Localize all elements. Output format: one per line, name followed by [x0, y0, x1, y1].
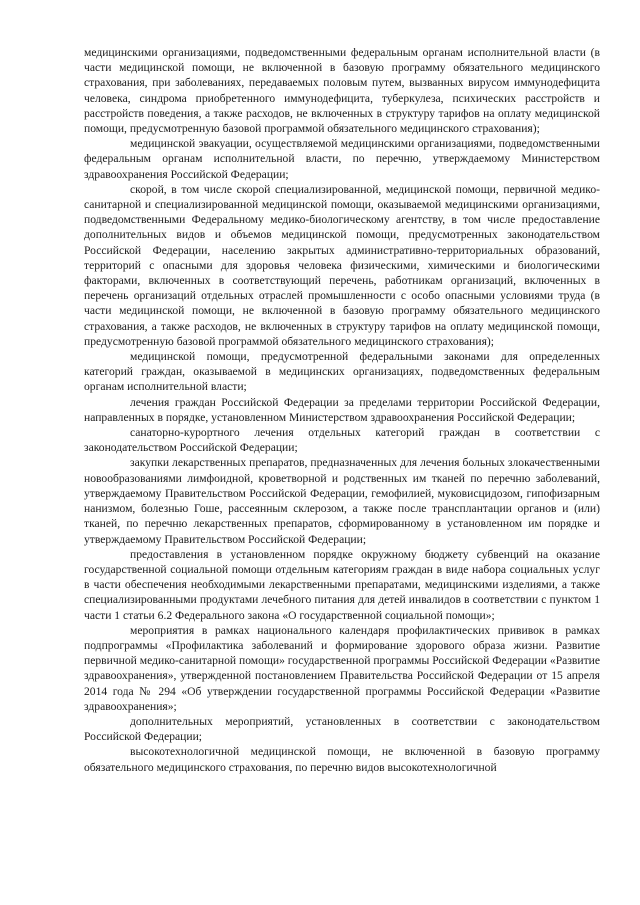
paragraph-vaccination-calendar: мероприятия в рамках национального календаря профилактических прививок в рамках подпрограммы «Профилактика заболеваний и формирование здорового образа жизни. Развитие первичной медико-санитарной помощи» государственной программы Российской Федерации «Развитие здравоохранения», утвержденной постановлением Правительства Российской Федерации от 15 апреля 2014 года № 294 «Об утверждении государственной программы Российской Федерации «Развитие здравоохранения»;	[84, 623, 600, 713]
paragraph-subventions: предоставления в установленном порядке окружному бюджету субвенций на оказание государственной социальной помощи отдельным категориям граждан в виде набора социальных услуг в части обеспечения необходимыми лекарственными препаратами, медицинскими изделиями, а также специализированными продуктами лечебного питания для детей инвалидов в соответствии с пунктом 1 части 1 статьи 6.2 Федерального закона «О государственной социальной помощи»;	[84, 547, 600, 622]
paragraph-fmba-care: скорой, в том числе скорой специализированной, медицинской помощи, первичной медико-санитарной и специализированной медицинской помощи, оказываемой медицинскими организациями, подведомственными Федеральному медико-биологическому агентству, в том числе предоставление дополнительных видов и объемов медицинской помощи, предусмотренных законодательством Российской Федерации, населению закрытых административно-территориальных образований, территорий с опасными для здоровья человека физическими, химическими и биологическими факторами, включенных в соответствующий перечень, работникам организаций, включенных в перечень организаций отдельных отраслей промышленности с особо опасными условиями труда (в части медицинской помощи, не включенной в базовую программу обязательного медицинского страхования, а также расходов, не включенных в структуру тарифов на оплату медицинской помощи, предусмотренную базовой программой обязательного медицинского страхования);	[84, 182, 600, 348]
paragraph-medical-evacuation: медицинской эвакуации, осуществляемой медицинскими организациями, подведомственными федеральным органам исполнительной власти, по перечню, утверждаемому Министерством здравоохранения Российской Федерации;	[84, 137, 600, 181]
paragraph-sanatorium-treatment: санаторно-курортного лечения отдельных категорий граждан в соответствии с законодательством Российской Федерации;	[84, 426, 600, 455]
paragraph-federal-organizations: медицинскими организациями, подведомственными федеральным органам исполнительной власти (в части медицинской помощи, не включенной в базовую программу обязательного медицинского страхования, при заболеваниях, передаваемых половым путем, вызванных вирусом иммунодефицита человека, синдрома приобретенного иммунодефицита, туберкулеза, психических расстройств и расстройств поведения, а также расходов, не включенных в структуру тарифов на оплату медицинской помощи, предусмотренную базовой программой обязательного медицинского страхования);	[84, 46, 600, 136]
paragraph-additional-measures: дополнительных мероприятий, установленных в соответствии с законодательством Российской Федерации;	[84, 714, 600, 744]
paragraph-drug-procurement: закупки лекарственных препаратов, предназначенных для лечения больных злокачественными новообразованиями лимфоидной, кроветворной и родственных им тканей по перечню заболеваний, утверждаемому Правительством Российской Федерации, гемофилией, муковисцидозом, гипофизарным нанизмом, болезнью Гоше, рассеянным склерозом, а также после трансплантации органов и (или) тканей, по перечню лекарственных препаратов, сформированному в установленном им порядке и утверждаемому Правительством Российской Федерации;	[84, 456, 600, 546]
paragraph-federal-law-care: медицинской помощи, предусмотренной федеральными законами для определенных категорий граждан, оказываемой в медицинских организациях, подведомственных федеральным органам исполнительной власти;	[84, 350, 600, 394]
paragraph-treatment-abroad: лечения граждан Российской Федерации за пределами территории Российской Федерации, направленных в порядке, установленном Министерством здравоохранения Российской Федерации;	[84, 395, 600, 424]
paragraph-high-tech-care: высокотехнологичной медицинской помощи, не включенной в базовую программу обязательного медицинского страхования, по перечню видов высокотехнологичной	[84, 745, 600, 774]
